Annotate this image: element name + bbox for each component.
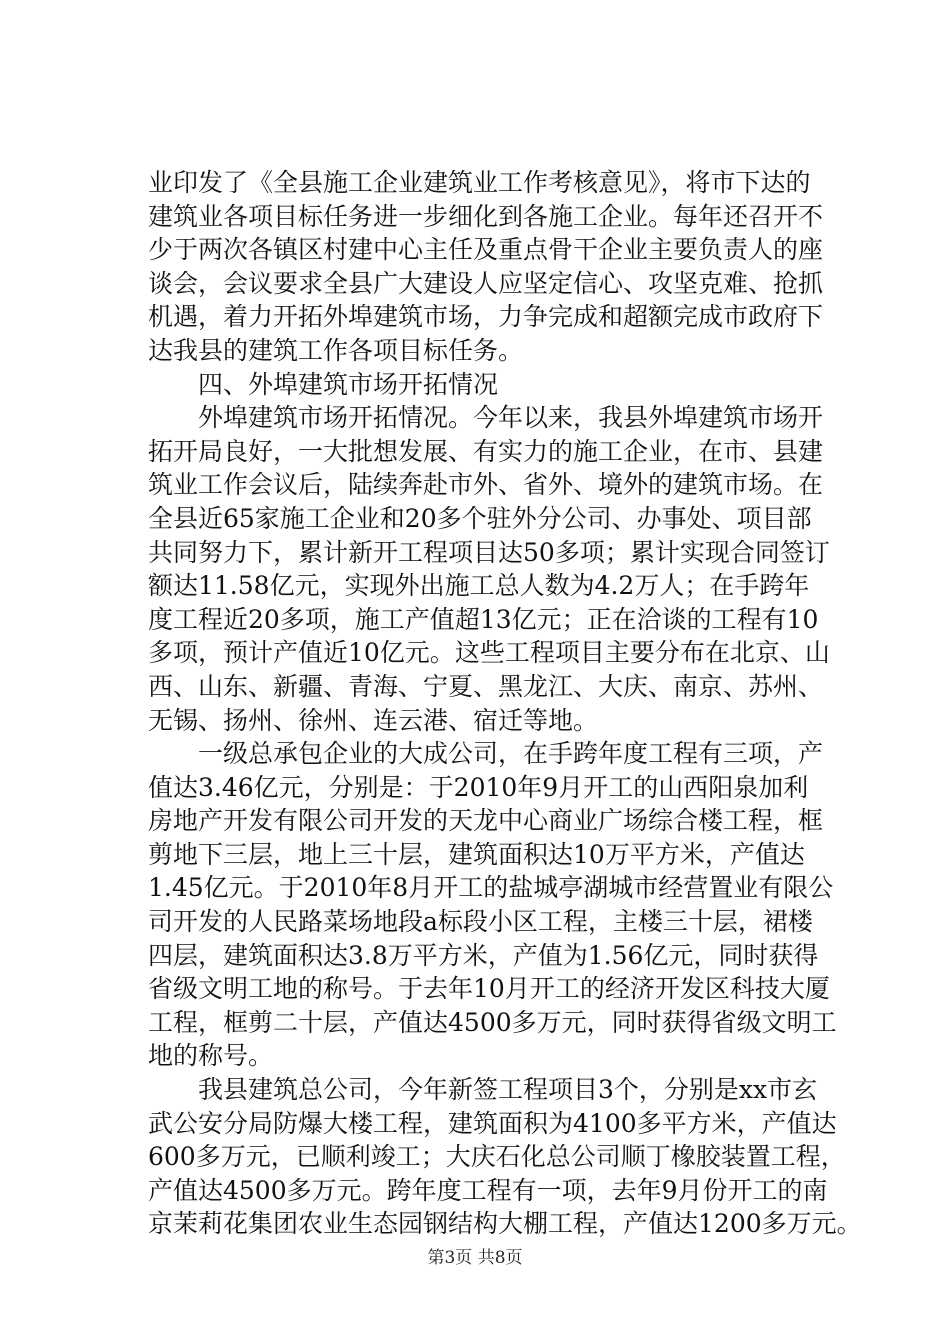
- text-line: 达我县的建筑工作各项目标任务。: [148, 335, 524, 365]
- text-line: 全县近65家施工企业和20多个驻外分公司、办事处、项目部: [148, 503, 812, 533]
- section-heading: 四、外埠建筑市场开拓情况: [148, 369, 499, 399]
- text-line: 1.45亿元。于2010年8月开工的盐城亭湖城市经营置业有限公: [148, 873, 834, 903]
- text-line: 值达3.46亿元，分别是：于2010年9月开工的山西阳泉加利: [148, 772, 809, 802]
- text-line: 额达11.58亿元，实现外出施工总人数为4.2万人；在手跨年: [148, 571, 810, 601]
- text-line: 无锡、扬州、徐州、连云港、宿迁等地。: [148, 705, 599, 735]
- text-line: 共同努力下，累计新开工程项目达50多项；累计实现合同签订: [148, 537, 830, 567]
- text-line: 司开发的人民路菜场地段a标段小区工程，主楼三十层，裙楼: [148, 907, 813, 937]
- text-line: 度工程近20多项，施工产值超13亿元；正在洽谈的工程有10: [148, 604, 819, 634]
- text-line: 产值达4500多万元。跨年度工程有一项，去年9月份开工的南: [148, 1175, 828, 1205]
- text-line: 拓开局良好，一大批想发展、有实力的施工企业，在市、县建: [148, 436, 824, 466]
- text-line: 建筑业各项目标任务进一步细化到各施工企业。每年还召开不: [148, 201, 824, 231]
- text-line: 剪地下三层，地上三十层，建筑面积达10万平方米，产值达: [148, 839, 805, 869]
- text-line: 业印发了《全县施工企业建筑业工作考核意见》，将市下达的: [148, 168, 811, 197]
- page-number-footer: 第3页 共8页: [427, 1248, 523, 1268]
- text-line: 京茉莉花集团农业生态园钢结构大棚工程，产值达1200多万元。: [148, 1209, 862, 1239]
- text-line: 外埠建筑市场开拓情况。今年以来，我县外埠建筑市场开: [148, 403, 824, 433]
- text-line: 地的称号。: [148, 1041, 274, 1071]
- document-body: [148, 166, 860, 1241]
- text-line: 谈会，会议要求全县广大建设人应坚定信心、攻坚克难、抢抓: [148, 268, 824, 298]
- text-line: 多项，预计产值近10亿元。这些工程项目主要分布在北京、山: [148, 638, 830, 668]
- text-line: 房地产开发有限公司开发的天龙中心商业广场综合楼工程，框: [148, 806, 824, 836]
- text-line: 600多万元，已顺利竣工；大庆石化总公司顺丁橡胶装置工程，: [148, 1142, 846, 1172]
- text-line: 省级文明工地的称号。于去年10月开工的经济开发区科技大厦: [148, 974, 830, 1004]
- text-line: 筑业工作会议后，陆续奔赴市外、省外、境外的建筑市场。在: [148, 470, 824, 500]
- text-line: 一级总承包企业的大成公司，在手跨年度工程有三项，产: [148, 739, 824, 769]
- text-line: 西、山东、新疆、青海、宁夏、黑龙江、大庆、南京、苏州、: [148, 671, 824, 701]
- text-line: 工程，框剪二十层，产值达4500多万元，同时获得省级文明工: [148, 1007, 837, 1037]
- text-line: 机遇，着力开拓外埠建筑市场，力争完成和超额完成市政府下: [148, 302, 824, 332]
- text-line: 少于两次各镇区村建中心主任及重点骨干企业主要负责人的座: [148, 235, 824, 265]
- text-line: 四层，建筑面积达3.8万平方米，产值为1.56亿元，同时获得: [148, 940, 819, 970]
- text-line: 我县建筑总公司，今年新签工程项目3个，分别是xx市玄: [148, 1075, 818, 1105]
- text-line: 武公安分局防爆大楼工程，建筑面积为4100多平方米，产值达: [148, 1108, 837, 1138]
